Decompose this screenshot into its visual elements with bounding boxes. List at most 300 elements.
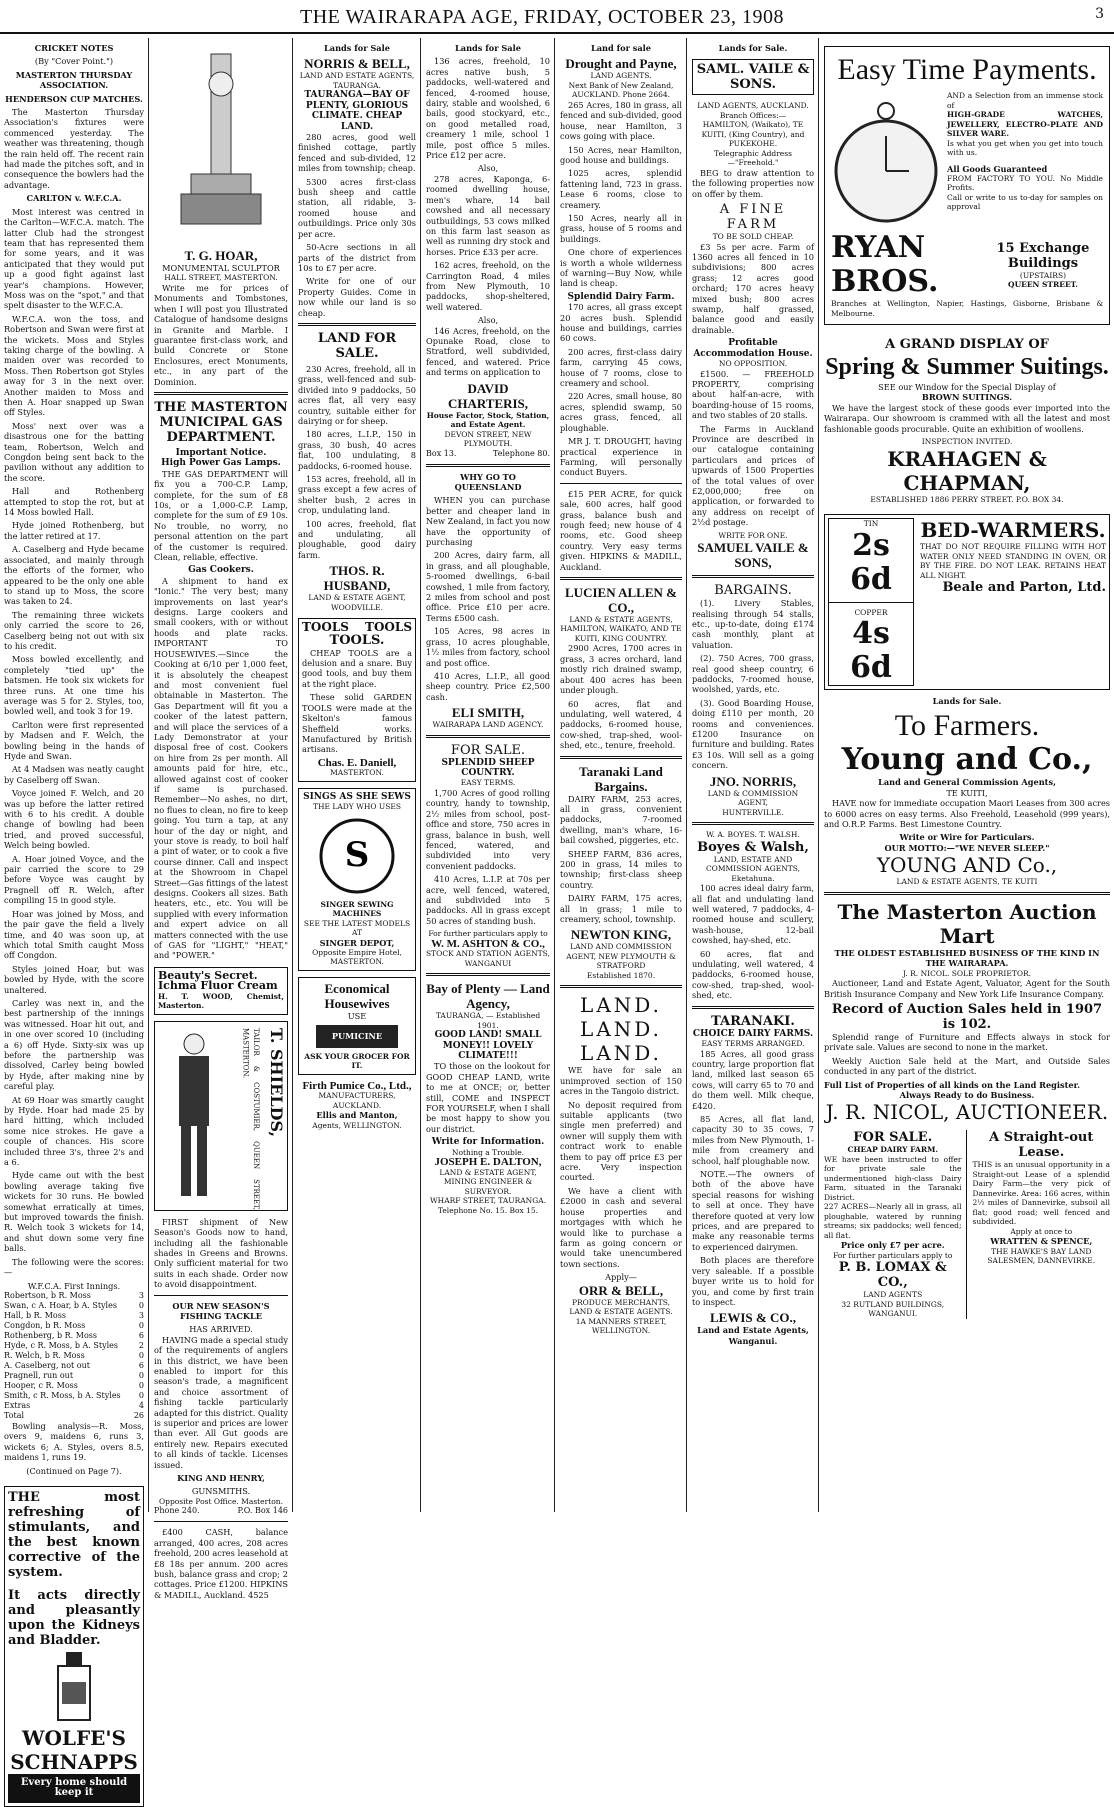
brown-suitings: BROWN SUITINGS. [921,392,1013,403]
vaile-offices: Branch Offices:— [719,110,787,120]
paragraph: The following were the scores:— [4,1256,144,1278]
ryan-call: Call or write to us to-day for samples on approval [947,192,1103,212]
norris2-trade: LAND & COMMISSION AGENT, [707,788,799,808]
bop-slogan: GOOD LAND! SMALL MONEY!! LOVELY CLIMATE!!! [434,1030,542,1061]
listing: 150 Acres, nearly all in grass, house of 5 rooms and buildings. [560,212,682,244]
land-body: WE have for sale an unimproved section of 150 acres in the Tangoio district. [560,1065,682,1097]
firth-agent-town: Agents, WELLINGTON. [312,1120,402,1130]
ryan-intro: AND a Selection from an immense stock of [947,91,1103,110]
paragraph: At 69 Hoar was smartly caught by Hyde. Hoar had made 25 by hard hitting, which included some nice strokes. He gave a couple of chances. His score included three 3's, three 2's and a 6. [4,1094,144,1168]
king-trade: LAND AND COMMISSION AGENT, NEW PLYMOUTH & STRATFORD [566,942,676,971]
bargains-heading: BARGAINS. [714,583,792,599]
batsman: Smith, c R. Moss, b A. Styles [4,1390,121,1400]
queensland-heading: WHY GO TO QUEENSLAND [454,471,522,492]
firth-agents: Ellis and Manton, [316,1110,398,1121]
lomax-body: WE have been instructed to offer for private sale the undermentioned high-class Dairy Farm, situated in the Taranaki District. [824,1154,962,1202]
column-header: Lands for Sale. [718,43,788,53]
vaile-intro: BEG to draw attention to the following properties now on offer by them. [692,167,814,199]
listing: 150 Acres, near Hamilton, good house and buildings. [560,144,682,165]
charteris-address: DEVON STREET, NEW PLYMOUTH. [444,429,532,449]
norris2-name: JNO. NORRIS, [709,773,797,789]
quick-sale-ad: £15 PER ACRE, for quick sale, 600 acres, half good grass, balance bush and rough feed; new house of 4 rooms, etc. Good sheep country. Very easy terms given. HIPKINS & MADILL, Auckland. [560,488,682,572]
paragraph: A. Caselberg and Hyde became associated, and mainly through the efforts of the former, who appeared to be the only one able to stand up to Moss, the score was taken to 24. [4,544,144,607]
paragraph: The Masterton Thursday Association's fixtures were commenced yesterday. The weather was threatening, though the rain held off. The recent rain had made the pitches soft, and in consequence the bowlers had the advantage. [4,107,144,190]
tools-word: TOOLS. [329,632,385,648]
batsman: Total [4,1410,25,1420]
runs: 6 [138,1360,144,1370]
norris-town: TAURANGA. [333,80,381,90]
for-sale-heading: FOR SALE. [450,742,526,758]
column-rule [148,38,149,1512]
ryan-guarantee: All Goods Guaranteed [947,163,1048,174]
window-line: SEE our Window for the Special Display of [878,382,1056,392]
paragraph: Carlton were first represented by Madsen and F. Welch, the bowling being in the hands of Hyde and Swan. [4,719,144,761]
gas-heading: THE MASTERTON MUNICIPAL GAS DEPARTMENT. [154,399,288,445]
listing: 136 acres, freehold, 10 acres native bush, 5 paddocks, well-watered and fenced, 4-roomed house, dairy, stable and woolshed, 6 bails, good stockyard, etc., on good metalled road, creamery 1 mile, school 1 mile, post office 5 miles. Price £12 per acre. [426,56,550,161]
easy-time-heading: Easy Time Payments. [837,53,1097,86]
batsman: Congdon, b R. Moss [4,1320,86,1330]
wratten-name: WRATTEN & SPENCE, [990,1236,1093,1247]
drought-name: Drought and Payne, [565,56,677,72]
wratten-ad [973,1130,1111,1318]
lomax-address: 32 RUTLAND BUILDINGS, WANGANUI. [841,1299,945,1319]
score-row [4,1291,144,1301]
vaile-trade: LAND AGENTS, AUCKLAND. [697,101,809,111]
listing: (1). Livery Stables, realising through 54 stalls, etc., up-to-date, doing £174 cash monthly, plant at valuation. [692,598,814,650]
taranaki-note: NOTE.—The owners of both of the above have special reasons for wishing to sell at once. They have therefore quoted at very low prices, and are prepared to make any reasonable terms to experienced dairymen. [692,1169,814,1252]
listing: 410 Acres, L.I.P., all good sheep country. Price £2,500 cash. [426,670,550,702]
masthead [0,0,1114,34]
continued-note: (Continued on Page 7). [26,1465,122,1476]
shields-body: FIRST shipment of New Season's Goods now to hand, including all the fashionable shades in Greens and Browns. Only sufficient material for two suits in each shade. Order now to avoid disappointment. [154,1216,288,1290]
sculptor-body: Write me for prices of Monuments and Tombstones, when I will post you Illustrated Catalogue of handsome designs in Granite and Marble. I guarantee first-class work, and build Concrete or Stone Enclosures, erect Monuments, etc., in any part of the Dominion. [154,282,288,387]
runs: 4 [138,1400,144,1410]
auction-mart-heading: The Masterton Auction Mart [837,899,1097,948]
schnapps-bottle-icon [44,1652,104,1722]
sculptor-name: T. G. HOAR, [184,248,258,263]
pumicine-ad [298,977,416,1075]
daniell-town: MASTERTON. [330,768,384,778]
scorecard-heading: W.F.C.A. First Innings. [27,1280,121,1291]
vaile-telegraphic: Telegraphic Address—"Freehold." [714,148,792,168]
drought-trade: LAND AGENTS. [590,71,652,81]
column-four [422,40,554,1510]
article-heading: MASTERTON THURSDAY ASSOCIATION. [15,69,133,91]
paragraph: The remaining three wickets only carried the score to 26, Caselberg being not out with six to his credit. [4,609,144,651]
ryan-branches: Branches at Wellington, Napier, Hastings, Gisborne, Brisbane & Melbourne. [831,299,1103,318]
boyes-name: Boyes & Walsh, [697,839,809,855]
listing: SHEEP FARM, 836 acres, 200 in grass, 14 miles to township; first-class sheep country. [560,848,682,890]
listing: 153 acres, freehold, all in grass except a few acres of shelter bush, 2 acres in crop, undulating land. [298,474,416,516]
runs: 0 [138,1380,144,1390]
lomax-apply: For further particulars apply to [833,1250,953,1260]
land-note: No deposit required from suitable applicants (two single men preferred) and owner will supply them with contract work to enable them to pay off price £3 per acre. Very inspection courted. [560,1099,682,1183]
listing: 60 acres, flat and undulating, well watered, 4 paddocks, 6-roomed house, cow-shed, trap-shed, wool-shed, etc. [692,948,814,1001]
fishing-address: Opposite Post Office. Masterton. [159,1496,283,1506]
runs: 0 [138,1300,144,1310]
dalton-address: WHARF STREET, TAURANGA. Telephone No. 15. Box 15. [429,1196,547,1215]
charteris-name: DAVID CHARTERIS, [447,380,529,411]
smith-trade: WAIRARAPA LAND AGENCY. [432,720,544,730]
listing: 280 acres, good well finished cottage, partly fenced and sub-divided, 12 miles from township; cheap. [298,132,416,174]
section-heading: CRICKET NOTES [34,43,114,53]
ryan-address: 15 Exchange Buildings [996,240,1090,271]
lomax-name: P. B. LOMAX & CO., [838,1260,947,1291]
young-name-footer: YOUNG AND Co., [876,853,1058,878]
land-land-land-heading: LAND. LAND. LAND. [580,993,662,1066]
paragraph: Voyce joined F. Welch, and 20 was up before the latter retired with 6 to his credit. A double change of bowling had been tried, and proved successful, Welch being bowled. [4,788,144,851]
shields-trade: TAILOR & COSTUMIER, QUEEN STREET, MASTERTON. [241,1027,260,1210]
batsman: Extras [4,1400,31,1410]
score-row [4,1391,144,1401]
wratten-trade: THE HAWKE'S BAY LAND SALESMEN, DANNEVIRKE. [987,1246,1096,1266]
boyes-trade: LAND, ESTATE AND COMMISSION AGENTS, [705,854,801,874]
young-motto: OUR MOTTO:—"WE NEVER SLEEP." [884,842,1050,853]
listing: (3). Good Boarding House, doing £110 per month, 20 rooms and conveniences. £1200 Insurance on furniture and building. Rates £3 10s. Will sell as a going concern. [692,697,814,771]
listing: One chore of experiences is worth a whole wilderness of warning—Buy Now, while land is cheap. [560,247,682,289]
copper-price: 4s 6d [850,616,892,686]
listing: DAIRY FARM, 175 acres, all in grass; 1 mile to creamery, school, township. [560,893,682,924]
inspection: INSPECTION INVITED. [921,437,1013,447]
listing: 200 Acres, dairy farm, all in grass, and all ploughable, 5-roomed dwellings, 6-bail cowshed, 1 mile from factory, 2 miles from school and post office. Price £10 per acre. Terms £500 cash. [426,550,550,623]
krahagen-name: KRAHAGEN & CHAPMAN, [887,446,1047,495]
cookers-heading: Gas Cookers. [188,565,254,576]
bed-warmers-ad [824,514,1110,690]
listing: (2). 750 Acres, 700 grass, real good sheep country, 6 paddocks, 7-roomed house, woolshed, yards, etc. [692,653,814,695]
lewis-town: Wanganui. [728,1335,778,1346]
listing: 2900 Acres, 1700 acres in grass, 3 acres orchard, land mostly rich drained swamp, about 400 acres has been under plough. [560,643,682,696]
listing: 230 Acres, freehold, all in grass, well-fenced and sub-divided into 9 paddocks, 50 acres flat, all very easy country, suitable either for dairying or for sheep. [298,363,416,426]
paragraph: At 4 Madsen was neatly caught by Caselberg off Swan. [4,764,144,785]
spring-summer-heading: Spring & Summer Suitings. [825,354,1109,380]
lomax-trade: LAND AGENTS [863,1290,923,1300]
krahagen-body: We have the largest stock of these goods ever imported into the Wairarapa. Our showroom is crammed with all the latest and most fashionable goods procurable. Quite an exhibition of woollens. [824,402,1110,434]
easy-terms: EASY TERMS ARRANGED. [701,1039,805,1049]
cheap-dairy: CHEAP DAIRY FARM. [847,1145,938,1155]
listing: 105 Acres, 98 acres in grass, 10 acres ploughable, 1½ miles from factory, school and post office. [426,626,550,668]
for-sale-heading: FOR SALE. [853,1130,933,1146]
singer-sub: THE LADY WHO USES [312,802,401,812]
allen-trade: LAND & ESTATE AGENTS, [569,614,673,624]
ashton-name: W. M. ASHTON & CO., [431,937,545,950]
farmers-heading: To Farmers. [894,709,1040,743]
singer-headline: SINGS AS SHE SEWS [303,791,411,802]
column-rule [292,38,293,1512]
singer-depot: SINGER DEPOT, [319,937,395,948]
also-label: Also, [477,163,499,174]
tools-body: CHEAP TOOLS are a delusion and a snare. Buy good tools, and buy them at the right place. [302,647,412,689]
fishing-sub: HAS ARRIVED. [189,1324,253,1335]
ashton-town: WANGANUI [464,958,512,968]
gentleman-figure-icon [159,1026,229,1206]
listing: 1025 acres, splendid fattening land, 723 in grass. Lease 6 rooms, close to creamery. [560,168,682,210]
listing: 200 acres, first-class dairy farm, carrying 45 cows, house of 7 rooms, close to creamery and school. [560,346,682,389]
tools-word: TOOLS [365,620,412,635]
byline: (By "Cover Point.") [34,56,114,67]
batsman: Hyde, c R. Moss, b A. Styles [4,1340,119,1350]
monument-illustration-icon [161,44,281,244]
paragraph: Hyde came out with the best bowling average taking five wickets for 30 runs. He bowled somewhat erratically at times, but improved towards the finish. R. Welch took 3 wickets for 14, and shut down some very fine balls. [4,1170,144,1254]
young-trade: Land and General Commission Agents, [878,777,1056,788]
column-rule [420,38,421,1512]
listing: Write for one of our Property Guides. Come in now while our land is so cheap. [298,276,416,318]
batsman: Rothenberg, b R. Moss [4,1330,97,1340]
paragraph: W.F.C.A. won the toss, and Robertson and Swan were first at the wickets. Moss and Styles taking charge of the bowling. A maiden over was recorded to Moss. Then Robertson got Styles away for 3 in the next over. Another maiden to Moss and then A. Hoar snapped up Swan off Styles. [4,313,144,418]
fishing-body: HAVING made a special study of the requirements of anglers in this district, we have been enabled to import for this season's trade, a magnificent and choice assortment of fishing tackle particularly adapted for this district. Quality is superior and prices are lower than ever. All Gut goods are entirely new. Repairs executed to all kinds of tackle. Licenses issued. [154,1334,288,1470]
ashton-trade: STOCK AND STATION AGENTS, [426,949,550,959]
singer-address: Opposite Empire Hotel, MASTERTON. [312,947,402,967]
column-five [556,40,686,1510]
score-row [4,1311,144,1321]
column-six [688,40,818,1510]
batsman: Swan, c A. Hoar, b A. Styles [4,1300,117,1310]
score-row [4,1351,144,1361]
apply-line: For further particulars apply to [428,929,548,939]
fine-farm-heading: A FINE FARM [719,202,787,233]
dalton-name: JOSEPH E. DALTON, [434,1156,542,1169]
score-row [4,1321,144,1331]
shields-ad [154,1021,288,1211]
bop-trouble: Nothing a Trouble. [451,1147,525,1157]
score-row [4,1411,144,1421]
paragraph: Moss bowled excellently, and completely "tied up" the batsmen. He took six wickets for three runs. At one time his average was 5 for 2. Styles, too, bowled well, and took 3 for 19. [4,654,144,717]
record-line: Record of Auction Sales held in 1907 is 102. [831,1001,1103,1032]
mart-list: Full List of Properties of all kinds on the Land Register. [824,1079,1081,1090]
singer-brand: SINGER SEWING MACHINES [320,899,394,919]
allen-name: LUCIEN ALLEN & CO., [565,584,677,615]
score-row [4,1341,144,1351]
lomax-ad [824,1130,967,1318]
score-row [4,1301,144,1311]
allen-town: HAMILTON, WAIKATO, AND TE KUITI, KING COUNTRY. [560,624,682,643]
ryan-body: Is what you get when you get into touch with us. [947,138,1103,157]
runs: 3 [138,1290,144,1300]
accommodation-sub: NO OPPOSITION. [718,359,788,369]
batsman: Hall, b R. Moss [4,1310,66,1320]
score-row [4,1381,144,1391]
shields-name: T. SHIELDS, [267,1027,286,1137]
runs: 3 [138,1310,144,1320]
listing: 1,700 Acres of good rolling country, handy to township, 2½ miles from school, post-office and store, 750 acres in grass, balance in bush, well fenced, watered, and subdivided into very convenient paddocks. [426,787,550,871]
choice-heading: CHOICE DAIRY FARMS. [692,1028,814,1039]
wolfes-schnapps-ad [4,1486,144,1807]
bed-heading: BED-WARMERS. [920,518,1106,543]
bed-body: THAT DO NOT REQUIRE FILLING WITH HOT WATER ONLY NEED STANDING IN OVEN, OR BY THE FIRE. DO NOT LEAK. RETAINS HEAT ALL NIGHT. [920,542,1106,580]
charteris-telephone: Telephone 80. [493,448,550,458]
batsman: R. Welch, b R. Moss [4,1350,85,1360]
queensland-body: WHEN you can purchase better and cheaper land in New Zealand, in fact you now have the opportunity of purchasing [426,495,550,548]
norris-name: NORRIS & BELL, [304,56,410,72]
listing: 85 Acres, all flat land, capacity 30 to 35 cows, 7 miles from New Plymouth, 1-mile from creamery and school, half ploughable now. [692,1114,814,1166]
easy-terms: EASY TERMS. [460,778,516,788]
vaile-name-footer: SAMUEL VAILE & SONS, [697,540,809,571]
taranaki-heading: TARANAKI. [711,1013,795,1029]
runs: 6 [138,1330,144,1340]
mart-weekly: Weekly Auction Sale held at the Mart, and Outside Sales conducted in any part of the district. [824,1055,1110,1077]
listing: 5300 acres first-class bush sheep and cattle station, all ridable, 3-roomed house and outbuildings. Price only 30s per acre. [298,176,416,239]
runs: 0 [138,1350,144,1360]
ryan-upstairs: (UPSTAIRS) [1019,270,1067,280]
boyes-names: W. A. BOYES. T. WALSH. [706,830,800,840]
mart-proprietor: J. R. NICOL. SOLE PROPRIETOR. [902,968,1032,978]
ad-tagline: Every home should keep it [8,1774,140,1803]
fishing-box: P.O. Box 146 [237,1506,288,1516]
listing: 278 acres, Kaponga, 6-roomed dwelling house, men's whare, 14 bail cowshed and all necessary outbuildings, 53 cows milked on this farm last season as well as running dry stock and horses. Price £33 per acre. [426,173,550,257]
fishing-heading: OUR NEW SEASON'S FISHING TACKLE [172,1300,270,1321]
listing: 180 acres, L.I.P., 150 in grass, 30 bush, 40 acres flat, 100 undulating, 8 paddocks, 6-roomed house. [298,429,416,471]
listing: MR J. T. DROUGHT, having practical experience in Farming, will personally conduct Buyers. [560,436,682,478]
fishing-firm: KING AND HENRY, [177,1473,265,1484]
column-header: Lands for Sale [455,43,521,53]
young-write: Write or Wire for Particulars. [899,832,1035,843]
batsman: Hooper, c R. Moss [4,1380,78,1390]
write-line: WRITE FOR ONE. [718,530,788,540]
young-body: HAVE now for immediate occupation Maori Leases from 300 acres to 6000 acres on easy terms. Also Freehold, Leasehold (999 years), and O.R.P. Farms. Best Limestone Country. [824,798,1110,830]
column-three [294,40,420,1510]
young-town: TE KUITI, [946,787,988,798]
listing: 100 acres, freehold, flat and undulating, all ploughable, good dairy farm. [298,518,416,560]
paragraph: Hyde joined Rothenberg, but the latter retired at 17. [4,520,144,541]
paragraph: Styles joined Hoar, but was bowled by Hyde, with the score unaltered. [4,963,144,995]
bop-write: Write for Information. [431,1137,545,1148]
pumicine-brand: PUMICINE [316,1025,398,1047]
ad-brand: Ichma Fluor Cream [158,979,278,993]
dairy-heading: Splendid Dairy Farm. [567,291,675,302]
pocket-watch-icon [831,91,941,231]
column-seven [820,40,1114,1510]
copper-label: COPPER [854,607,888,617]
vaile-towns: HAMILTON, (Waikato), TE KUITI, (King Country), and PUKEKOHE. [701,120,805,149]
listing: DAIRY FARM, 253 acres, all in grass, convenient paddocks, 7-roomed dwelling, man's whare, 16-bail cowshed, piggeries, etc. [560,793,682,846]
king-name: NEWTON KING, [570,927,672,943]
batsman: A. Caselberg, not out [4,1360,90,1370]
husband-town: WOODVILLE. [330,602,384,612]
orr-name: ORR & BELL, [578,1282,664,1298]
scorecard [4,1291,144,1421]
fishing-trade: GUNSMITHS. [191,1486,251,1497]
cash-ad: £400 CASH, balance arranged, 400 acres, 208 acres freehold, 200 acres leasehold at £8 18s per annum. 200 acres bush, balance grass and crop; 2 cottages. Price £1200. HIPKINS & MADILL, Auckland. 4525 [154,1527,288,1600]
column-header: Lands for Sale [324,43,390,53]
ad-line: Housewives [324,995,390,1011]
king-established: Established 1870. [586,970,656,980]
daniell-name: Chas. E. Daniell, [317,756,397,769]
paragraph: Carley was next in, and the best partnership of the innings was witnessed. Hoar hit out, and in one over scored 10 (including a 6) off Hyde. Sixty-six was up before the partnership was dissolved, Carley being bowled by Hyde, after making nine by careful play. [4,997,144,1092]
mart-body: Auctioneer, Land and Estate Agent, Valuator, Agent for the South British Insurance Company and New York Life Insurance Company. [824,978,1110,999]
accommodation-body: £1500. — FREEHOLD PROPERTY, comprising about half-an-acre, with boarding-house of 15 rooms, and two stables of 20 stalls. [692,368,814,421]
column-cricket [0,40,148,1799]
ad-headline: THE most refreshing of stimulants, and the best known corrective of the system. [8,1489,140,1580]
cookers-body: A shipment to hand ex "Ionic." The very best; many improvements on last year's designs. Large cookers and small cookers, with or without hoods and plate racks. IMPORTANT TO HOUSEWIVES.—Since the Cooking at 6/10 per 1,000 feet, it is absolutely the cheapest and most convenient fuel obtainable in Masterton. The Gas Department will fit you a cooker of the latest pattern, and will place the services of a Lady Demonstrator at your disposal free of cost. Cookers on hire from 2s per month. All amounts paid for hire, etc., allowed against cost of cooker if same is purchased. Remember—No ashes, no dirt, no flues to clean, no fire to keep going. You turn a tap, at any hour of the day or night, and your stove is ready, to boil half a pint of water, or to cook a five course dinner. Call and inspect at the Showroom in Chapel Street—Gas fittings of the latest designs. Cookers all sizes. Bath heaters, etc., etc. You will be supplied with every information and expert advice on all matters connected with the use of GAS for "LIGHT," "HEAT," and "POWER." [154,575,288,961]
ad-line: Economical [324,980,390,996]
ad-seller: H. T. WOOD, Chemist, Masterton. [158,991,284,1011]
price-panel [828,518,914,686]
listing: 185 Acres, all good grass country, large proportion flat land, milked last season 65 cows, will carry 65 to 70 and do them well. Milk cheque, £420. [692,1048,814,1111]
bop-body: TO those on the lookout for GOOD CHEAP LAND, write to me at ONCE; or, better still, COME and INSPECT FOR YOURSELF, when I shall be most happy to show you our district. [426,1061,550,1134]
ad-brand: WOLFE'S SCHNAPPS [10,1725,138,1774]
batsman: Robertson, b R. Moss [4,1290,91,1300]
column-header: Lands for Sale. [932,696,1002,707]
column-header: Land for sale [591,43,651,53]
page-number: 3 [1095,6,1104,22]
score-row [4,1331,144,1341]
boyes-town: Eketahuna. [731,873,775,883]
firth-trade: MANUFACTURERS, AUCKLAND. [318,1091,396,1110]
score-row [4,1371,144,1381]
lomax-listing: 227 ACRES—Nearly all in grass, all ploughable, watered by running streams; six paddocks; well fenced; all flat. [824,1202,962,1240]
listing: 50-Acre sections in all parts of the district from 10s to £7 per acre. [298,242,416,273]
also-label: Also, [477,315,499,326]
svg-text:S: S [344,834,370,875]
score-row [4,1401,144,1411]
norris2-town: HUNTERVILLE. [722,807,784,817]
ryan-name: RYAN BROS. [831,230,939,299]
smith-name: ELI SMITH, [451,705,525,721]
batsman: Pragnell, run out [4,1370,74,1380]
krahagen-established: ESTABLISHED 1886 PERRY STREET. P.O. BOX 34. [870,494,1064,504]
listing: 162 acres, freehold, on the Carrington Road, 4 miles from New Plymouth, 10 paddocks, shop-sheltered, well watered. [426,260,550,312]
singer-logo-icon [317,816,397,896]
paragraph: Hall and Rothenberg attempted to stop the rot, but at 14 Moss bowled Hall. [4,486,144,518]
singer-models: SEE THE LATEST MODELS AT [303,918,411,938]
mart-sub: THE OLDEST ESTABLISHED BUSINESS OF THE KIND IN THE WAIRARAPA. [834,947,1100,969]
ryan-goods: HIGH-GRADE WATCHES, JEWELLERY, ELECTRO-PLATE AND SILVER WARE. [947,110,1103,138]
mart-rooms: Splendid range of Furniture and Effects always in stock for private sale. Values are second to none in the market. [824,1031,1110,1053]
ryan-bros-ad [824,46,1110,325]
drought-address: Next Bank of New Zealand, AUCKLAND. Phone 2664. [568,80,674,100]
charteris-trade: House Factor, Stock, Station, and Estate Agent. [426,410,550,430]
match-heading: CARLTON v. W.F.C.A. [26,193,122,204]
norris-slogan: TAURANGA—BAY OF PLENTY, GLORIOUS CLIMATE. CHEAP LAND. [304,90,410,132]
ryan-factory: FROM FACTORY TO YOU. No Middle Profits. [947,173,1103,193]
newspaper-title: THE WAIRARAPA AGE, FRIDAY, OCTOBER 23, 1908 [300,6,784,28]
lewis-name: LEWIS & CO., [710,1310,796,1326]
beauty-ad [154,967,288,1015]
young-name: Young and Co., [841,742,1093,778]
lewis-trade: Land and Estate Agents, [697,1325,809,1336]
charteris-box: Box 13. [426,448,457,458]
sheep-country-heading: SPLENDID SHEEP COUNTRY. [441,757,535,779]
gas-lamps: High Power Gas Lamps. [161,458,281,469]
bop-heading: Bay of Plenty — Land Agency, [426,981,550,1012]
orr-trade: PRODUCE MERCHANTS, LAND & ESTATE AGENTS. [569,1297,673,1317]
catalogue-note: The Farms in Auckland Province are described in our catalogue containing particulars and prices of upwards of 1500 Properties of the total values of over £2,000,000; free on application, or forwarded to any address on receipt of 2½d postage. [692,423,814,528]
ryan-street: QUEEN STREET. [1008,280,1078,289]
listing: 146 Acres, freehold, on the Opunake Road, close to Stratford, well subdivided, fenced, and watered. Price and terms on application to [426,325,550,378]
tin-price: 2s 6d [850,527,892,597]
vaile-name: SAML. VAILE & SONS. [692,59,814,95]
column-two [150,40,292,1600]
listing: 410 Acres, L.I.P. at 70s per acre, well fenced, watered, and subdivided into 5 paddocks. All in grass except 50 acres of standing bush. [426,874,550,926]
runs: 0 [138,1390,144,1400]
ad-line: USE [347,1010,367,1021]
taranaki-note: Both places are therefore very saleable. If a possible buyer write us to hold for you, and come by first train to inspect. [692,1255,814,1307]
runs: 0 [138,1320,144,1330]
runs: 26 [133,1410,144,1420]
singer-ad [298,788,416,971]
accommodation-heading: Profitable Accommodation House. [693,338,813,359]
fine-farm-sub: TO BE SOLD CHEAP. [712,232,794,242]
sculptor-address: HALL STREET, MASTERTON. [164,273,278,283]
article-subheading: HENDERSON CUP MATCHES. [5,93,143,104]
column-rule [554,38,555,1512]
listing: 170 acres, all grass except 20 acres bush. Splendid house and buildings, carries 60 cows. [560,302,682,344]
listing: 220 Acres, small house, 80 acres, splendid swamp, 50 acres grass, fenced, all ploughable. [560,391,682,433]
bowling-analysis: Bowling analysis—R. Moss, overs 9, maidens 6, runs 3, wickets 6; A. Styles, overs 8.5, maidens 1, runs 19. [4,1420,144,1463]
tin-label: TIN [863,519,879,529]
paragraph: Moss' next over was a disastrous one for the batting team, Robertson, Welch and Congdon being sent back to the pavilion without any addition to the score. [4,420,144,483]
column-rule [818,38,819,1512]
mart-ready: Always Ready to do Business. [899,1089,1035,1100]
